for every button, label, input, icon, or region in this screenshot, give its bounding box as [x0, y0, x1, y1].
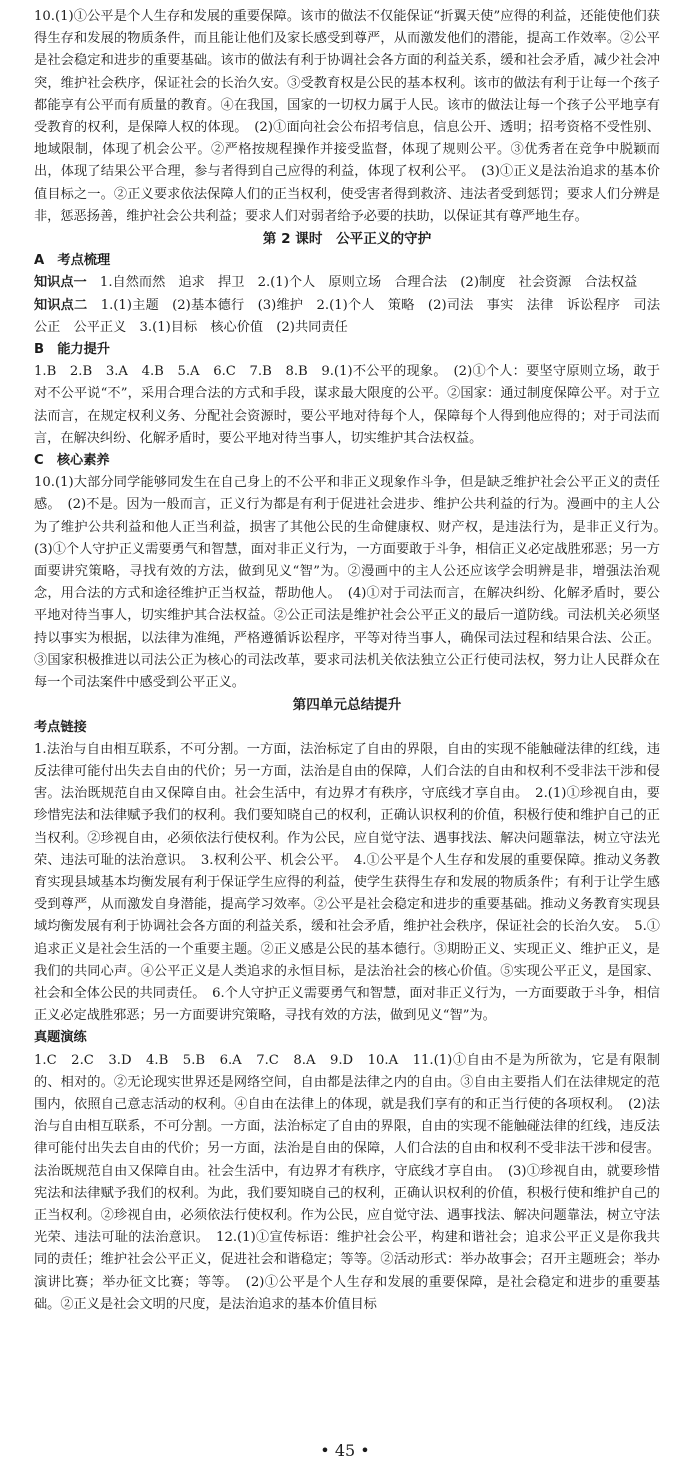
knowledge-point-2: [34, 295, 660, 339]
unit-summary-title: 第四单元总结提升: [292, 697, 402, 714]
answer-paragraph-b: 1.B 2.B 3.A 4.B 5.A 6.C 7.B 8.B 9.(1)不公平的现象。 (2)①个人：要坚守原则立场，敢于对不公平说“不”，采用合理合法的方式和手段，谋求最大限度的公平。②国家：通过制度保障公平。对于立法而言，在规定权利义务、分配社会资源时，要公平地对待每个人，保障每个人得到他应得的；对于司法而言，在解决纠纷、化解矛盾时，要公平地对待当事人，切实维护其合法权益。: [34, 364, 660, 446]
knowledge-point-1-text: 1.自然而然 追求 捍卫 2.(1)个人 原则立场 合理合法 (2)制度 社会资源 合法权益: [86, 275, 638, 291]
answer-paragraph-links: 1.法治与自由相互联系，不可分割。一方面，法治标定了自由的界限，自由的实现不能触碰法律的红线，违反法律可能付出失去自由的代价；另一方面，法治是自由的保障，人们合法的自由和权利不受非法干涉和侵害。法治既规范自由又保障自由。社会生活中，有边界才有秩序，守底线才享自由。 2.(1)①珍视自由，要珍惜宪法和法律赋予我们的权利。我们要知晓自己的权利，正确认识权利的价值，积极行使和维护自己的正当权利。②珍视自由，必须依法行使权利。作为公民，应自觉守法、遇事找法、解决问题靠法，树立守法光荣、违法可耻的法治意识。 3.权利公平、机会公平。 4.①公平是个人生存和发展的重要保障。推动义务教育实现县域基本均衡发展有利于保证学生应得的利益，使学生获得生存和发展的物质条件；有利于让学生感受到尊严，从而激发自身潜能，提高学习效率。②公平是社会稳定和进步的重要基础。推动义务教育实现县域均衡发展有利于协调社会各方面的利益关系，缓和社会矛盾，维护社会秩序，保证社会的长治久安。 5.①追求正义是社会生活的一个重要主题。②正义感是公民的基本德行。③期盼正义、实现正义、维护正义，是我们的共同心声。④公平正义是人类追求的永恒目标，是法治社会的核心价值。⑤实现公平正义，是国家、社会和全体公民的共同责任。 6.个人守护正义需要勇气和智慧，面对非正义行为，一方面要敢于斗争，相信正义必定战胜邪恶；另一方面要讲究策略，寻找有效的方法，做到见义“智”为。: [34, 741, 660, 1024]
knowledge-point-2-label: 知识点二: [34, 297, 88, 313]
answer-paragraph-c: 10.(1)大部分同学能够同发生在自己身上的不公平和非正义现象作斗争，但是缺乏维护社会公平正义的责任感。 (2)不是。因为一般而言，正义行为都是有利于促进社会进步、维护公共利益的行为。漫画中的主人公为了维护公共利益和他人正当利益，损害了其他公民的生命健康权、财产权，是违法行为，是非正义行为。 (3)①个人守护正义需要勇气和智慧，面对非正义行为，一方面要敢于斗争，相信正义必定战胜邪恶；另一方面要讲究策略，寻找有效的方法，做到见义“智”为。②漫画中的主人公还应该学会明辨是非，增强法治观念，用合法的方式和途径维护正当权益，帮助他人。 (4)①对于司法而言，在解决纠纷、化解矛盾时，要公平地对待当事人，切实维护其合法权益。②公正司法是维护社会公平正义的最后一道防线。司法机关必须坚持以事实为根据，以法律为准绳，严格遵循诉讼程序，平等对待当事人，确保司法过程和结果合法、公正。③国家积极推进以司法公正为核心的司法改革，要求司法机关依法独立公正行使司法权，努力让人民群众在每一个司法案件中感受到公平正义。: [34, 475, 674, 691]
section-heading-practice: 真题演练: [34, 1030, 87, 1046]
answer-page: [34, 6, 674, 1316]
answer-paragraph-q10: 10.(1)①公平是个人生存和发展的重要保障。该市的做法不仅能保证“折翼天使”应得的利益，还能使他们获得生存和发展的物质条件，而且能让他们及家长感受到尊严，从而激发他们的潜能，提高工作效率。②公平是社会稳定和进步的重要基础。该市的做法有利于协调社会各方面的利益关系，缓和社会矛盾，减少社会冲突，维护社会秩序，保证社会的长治久安。③受教育权是公民的基本权利。该市的做法有利于让每一个孩子都能享有公平而有质量的教育。④在我国，国家的一切权力属于人民。该市的做法让每一个孩子公平地享有受教育的权利，是保障人权的体现。 (2)①面向社会公布招考信息，信息公开、透明；招考资格不受性别、地域限制，体现了机会公平。②严格按规程操作并接受监督，体现了规则公平。③优秀者在竞争中脱颖而出，体现了结果公平合理，参与者得到自己应得的利益，体现了权利公平。 (3)①正义是法治追求的基本价值目标之一。②正义要求依法保障人们的正当权利，使受害者得到救济、违法者受到惩罚；要求人们分辨是非，惩恶扬善，维护社会公共利益；要求人们对弱者给予必要的扶助，以保证其有尊严地生存。: [34, 9, 660, 224]
knowledge-point-1: [34, 272, 660, 294]
answer-paragraph-practice: 1.C 2.C 3.D 4.B 5.B 6.A 7.C 8.A 9.D 10.A 11.(1)①自由不是为所欲为，它是有限制的、相对的。②无论现实世界还是网络空间，自由都是法律之内的自由。③自由主要指人们在法律规定的范围内，依照自己意志活动的权利。④自由在法律上的体现，就是我们享有的和正当行使的各项权利。 (2)法治与自由相互联系，不可分割。一方面，法治标定了自由的界限，自由的实现不能触碰法律的红线，违反法律可能付出失去自由的代价；另一方面，法治是自由的保障，人们合法的自由和权利不受非法干涉和侵害。法治既规范自由又保障自由。社会生活中，有边界才有秩序，守底线才享自由。 (3)①珍视自由，就要珍惜宪法和法律赋予我们的权利。为此，我们要知晓自己的权利，正确认识权利的价值，积极行使和维护自己的正当权利。②珍视自由，必须依法行使权利。作为公民，应自觉守法、遇事找法、解决问题靠法，树立守法光荣、违法可耻的法治意识。 12.(1)①宣传标语：维护社会公平，构建和谐社会；追求公平正义是你我共同的责任；维护社会公平正义，促进社会和谐稳定；等等。②活动形式：举办故事会；召开主题班会；举办演讲比赛；举办征文比赛；等等。 (2)①公平是个人生存和发展的重要保障，是社会稳定和进步的重要基础。②正义是社会文明的尺度，是法治追求的基本价值目标: [34, 1052, 660, 1312]
lesson-title: 第 2 课时 公平正义的守护: [262, 231, 432, 248]
section-heading-b: B 能力提升: [34, 342, 110, 358]
knowledge-point-2-text: 1.(1)主题 (2)基本德行 (3)维护 2.(1)个人 策略 (2)司法 事实 法律 诉讼程序 司法公正 公平正义 3.(1)目标 核心价值 (2)共同责任: [34, 297, 661, 335]
page-number: • 45 •: [320, 1441, 370, 1460]
section-heading-links: 考点链接: [34, 719, 87, 735]
section-heading-c: C 核心素养: [34, 453, 110, 469]
section-heading-a: A 考点梳理: [34, 253, 111, 269]
knowledge-point-1-label: 知识点一: [34, 275, 87, 291]
